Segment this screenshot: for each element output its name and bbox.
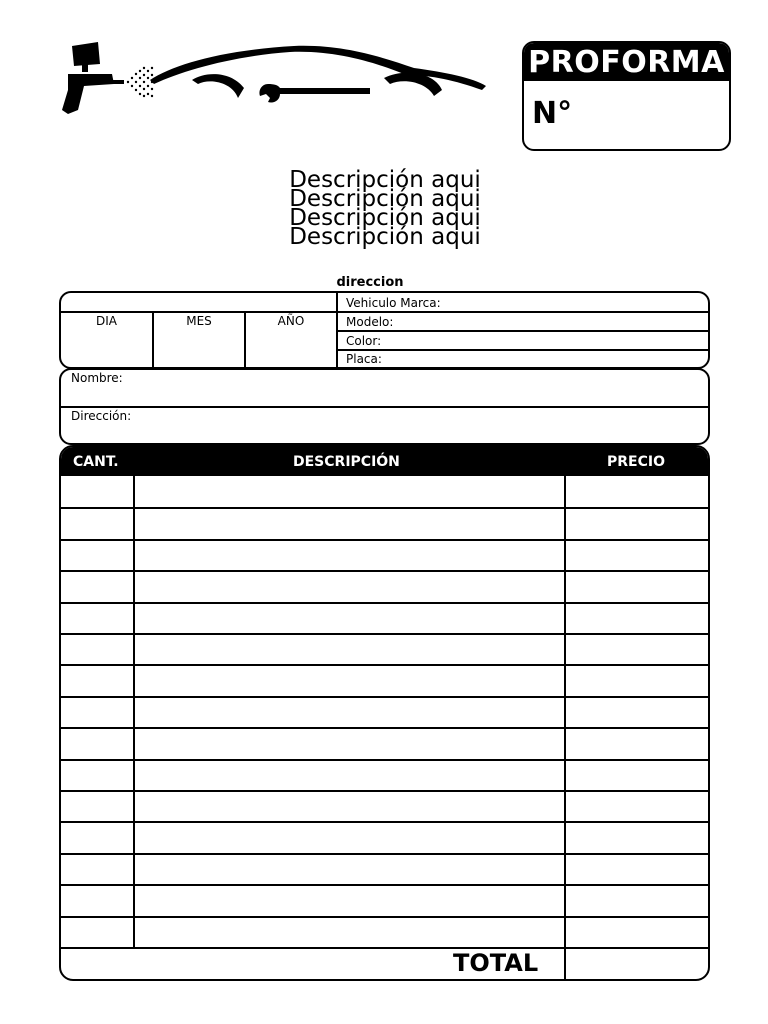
logo <box>54 38 494 122</box>
divider <box>338 349 708 351</box>
table-row[interactable] <box>61 759 708 792</box>
table-row[interactable] <box>61 570 708 603</box>
vehicle-color-field[interactable]: Color: <box>346 334 382 348</box>
table-row[interactable] <box>61 696 708 729</box>
business-description <box>190 167 580 250</box>
table-row[interactable] <box>61 884 708 917</box>
divider <box>564 476 566 979</box>
table-row[interactable] <box>61 821 708 854</box>
vehicle-model-field[interactable]: Modelo: <box>346 315 394 329</box>
table-row[interactable] <box>61 507 708 540</box>
divider <box>61 311 338 313</box>
description-column-header: DESCRIPCIÓN <box>293 454 400 470</box>
vehicle-brand-field[interactable]: Vehiculo Marca: <box>346 296 441 310</box>
description-line: Descripción aqui <box>289 186 481 212</box>
client-name-field[interactable]: Nombre: <box>71 371 123 385</box>
proforma-number-label: N° <box>532 96 573 131</box>
description-line: Descripción aqui <box>289 167 481 193</box>
client-box <box>59 368 710 445</box>
qty-column-header: CANT. <box>73 454 119 470</box>
table-row[interactable] <box>61 539 708 572</box>
table-row[interactable] <box>61 633 708 666</box>
year-field[interactable]: AÑO <box>277 314 305 328</box>
table-row[interactable] <box>61 664 708 697</box>
client-address-field[interactable]: Dirección: <box>71 409 132 423</box>
date-vehicle-box <box>59 291 710 369</box>
proforma-number-box <box>522 41 731 151</box>
table-row[interactable] <box>61 476 708 509</box>
proforma-title: PROFORMA <box>524 43 729 81</box>
day-field[interactable]: DIA <box>96 314 117 328</box>
table-row[interactable] <box>61 916 708 949</box>
total-label: TOTAL <box>453 949 539 977</box>
price-column-header: PRECIO <box>607 454 665 470</box>
address-title: direccion <box>336 275 404 290</box>
table-row[interactable] <box>61 602 708 635</box>
table-row[interactable] <box>61 727 708 760</box>
divider <box>133 476 135 947</box>
wrench-icon <box>259 84 370 103</box>
description-line: Descripción aqui <box>289 224 481 250</box>
items-table-header <box>61 447 708 476</box>
table-row[interactable] <box>61 853 708 886</box>
divider <box>61 406 708 408</box>
vehicle-plate-field[interactable]: Placa: <box>346 352 382 366</box>
divider <box>338 330 708 332</box>
spray-gun-icon <box>62 42 153 114</box>
table-row[interactable] <box>61 790 708 823</box>
items-table <box>59 445 710 981</box>
description-line: Descripción aqui <box>289 205 481 231</box>
divider <box>338 311 708 313</box>
month-field[interactable]: MES <box>186 314 212 328</box>
